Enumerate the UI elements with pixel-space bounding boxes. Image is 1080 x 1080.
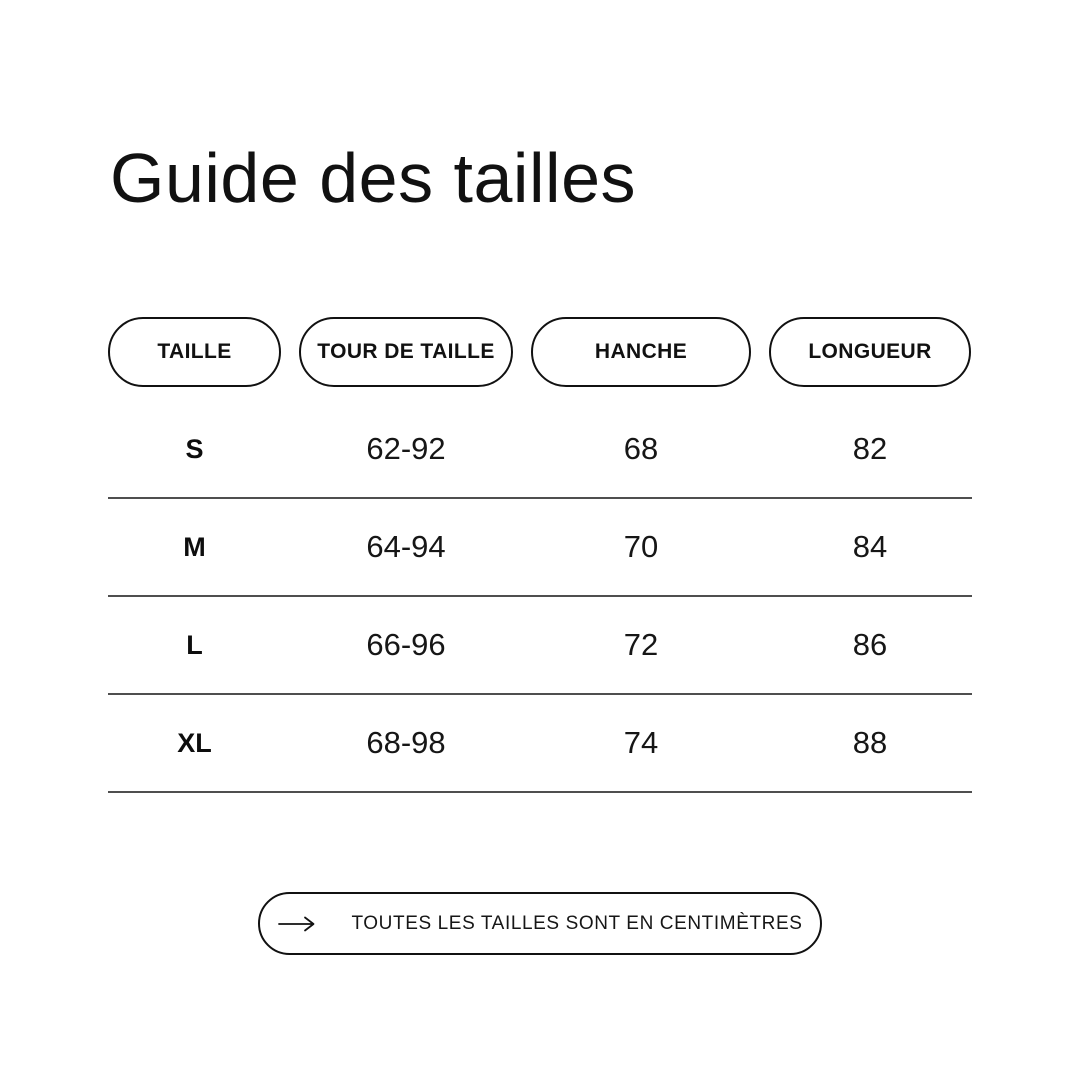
tour-de-taille-value: 66-96: [366, 627, 446, 662]
page-title: Guide des tailles: [110, 139, 637, 217]
longueur-value: 84: [852, 529, 888, 564]
units-note-text: TOUTES LES TAILLES SONT EN CENTIMÈTRES: [351, 912, 803, 934]
tour-de-taille-value: 68-98: [366, 725, 446, 760]
column-label-tour-de-taille: TOUR DE TAILLE: [317, 340, 495, 363]
longueur-value: 82: [852, 431, 888, 466]
size-label: L: [186, 629, 203, 660]
column-label-hanche: HANCHE: [594, 340, 688, 363]
table-row-s: [108, 401, 972, 499]
longueur-value: 88: [852, 725, 888, 760]
units-note-pill: [258, 892, 822, 955]
table-row-l: [108, 597, 972, 695]
column-pill-hanche: [531, 317, 751, 387]
column-label-taille: TAILLE: [157, 340, 232, 363]
column-pill-taille: [108, 317, 281, 387]
table-row-xl: [108, 695, 972, 793]
hanche-value: 72: [623, 627, 659, 662]
hanche-value: 74: [623, 725, 659, 760]
hanche-value: 68: [623, 431, 659, 466]
size-label: M: [183, 531, 206, 562]
size-label: S: [185, 433, 204, 464]
size-label: XL: [177, 727, 212, 758]
tour-de-taille-value: 62-92: [366, 431, 446, 466]
tour-de-taille-value: 64-94: [366, 529, 446, 564]
column-label-longueur: LONGUEUR: [808, 340, 932, 363]
table-row-m: [108, 499, 972, 597]
size-table-body: [108, 401, 972, 793]
column-pill-longueur: [769, 317, 971, 387]
size-table-header: [108, 317, 972, 387]
longueur-value: 86: [852, 627, 888, 662]
hanche-value: 70: [623, 529, 659, 564]
column-pill-tour-de-taille: [299, 317, 513, 387]
long-right-arrow-icon: [277, 914, 317, 934]
